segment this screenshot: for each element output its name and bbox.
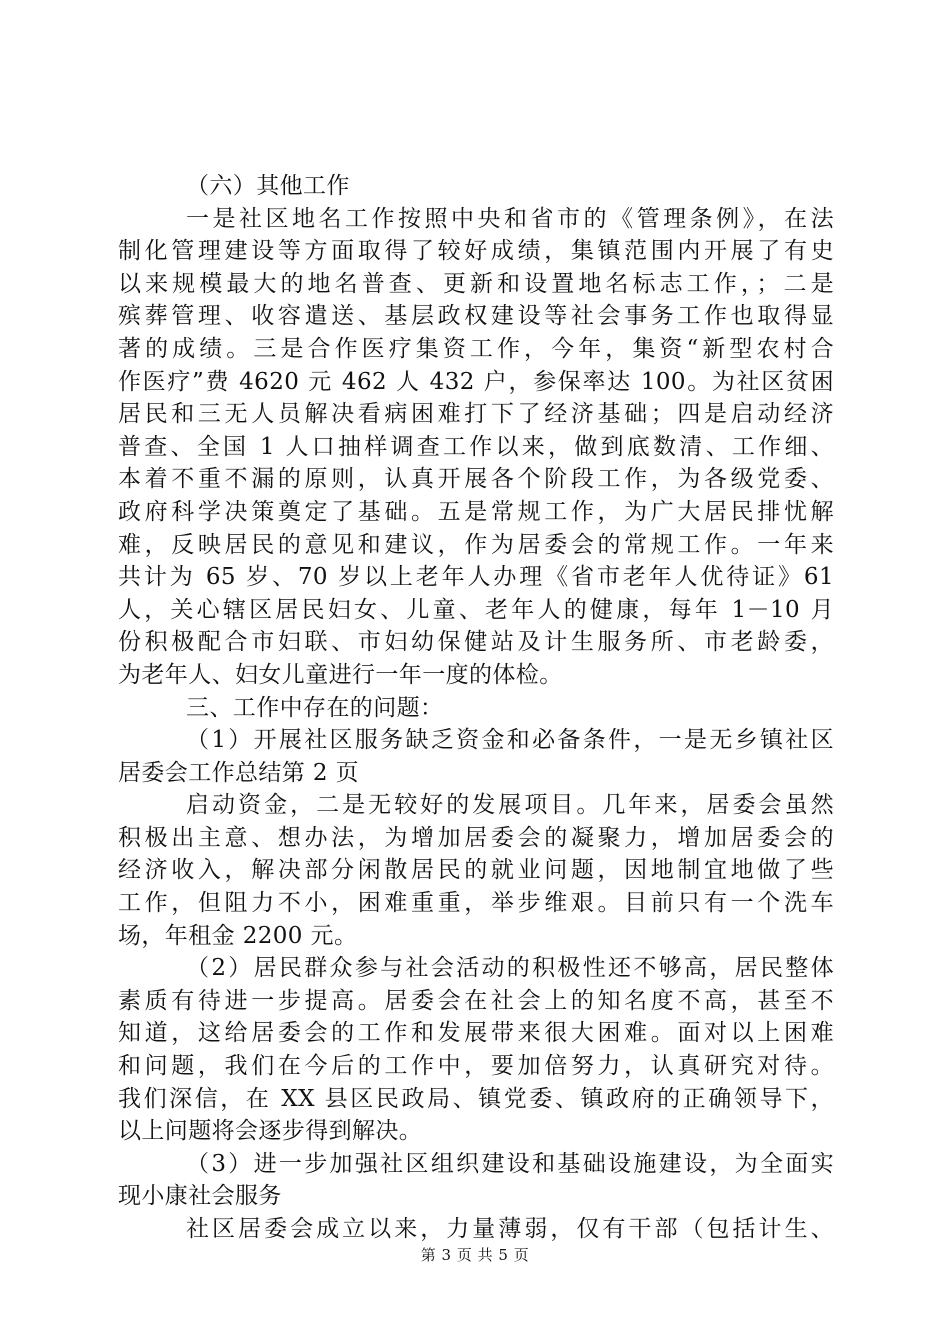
section-heading: 三、工作中存在的问题：: [186, 694, 444, 721]
text-line: 素质有待进一步提高。居委会在社会上的知名度不高，甚至不: [118, 987, 834, 1014]
text-line: 场，年租金 2200 元。: [118, 922, 358, 949]
text-line: 以来规模最大的地名普查、更新和设置地名标志工作，；二是: [118, 270, 834, 297]
text-line: 我们深信，在 XX 县区民政局、镇党委、镇政府的正确领导下，: [118, 1085, 834, 1112]
text-line: 政府科学决策奠定了基础。五是常规工作，为广大居民排忧解: [118, 498, 834, 525]
text-line: （2）居民群众参与社会活动的积极性还不够高，居民整体: [186, 955, 834, 982]
text-line: 著的成绩。三是合作医疗集资工作，今年，集资“新型农村合: [118, 335, 834, 362]
text-line: 共计为 65 岁、70 岁以上老年人办理《省市老年人优待证》61: [118, 564, 834, 591]
text-line: 一是社区地名工作按照中央和省市的《管理条例》，在法: [186, 205, 834, 232]
text-line: 普查、全国 1 人口抽样调查工作以来，做到底数清、工作细、: [118, 433, 834, 460]
text-line: 本着不重不漏的原则，认真开展各个阶段工作，为各级党委、: [118, 466, 834, 493]
text-line: 殡葬管理、收容遣送、基层政权建设等社会事务工作也取得显: [118, 303, 834, 330]
text-line: 社区居委会成立以来，力量薄弱，仅有干部（包括计生、: [186, 1216, 834, 1242]
section-heading: （六）其他工作: [186, 173, 350, 199]
text-line: 现小康社会服务: [118, 1183, 282, 1210]
text-line: 以上问题将会逐步得到解决。: [118, 1118, 423, 1145]
text-line: 居民和三无人员解决看病困难打下了经济基础；四是启动经济: [118, 401, 834, 428]
text-line: 为老年人、妇女儿童进行一年一度的体检。: [118, 661, 563, 688]
text-line: 经济收入，解决部分闲散居民的就业问题，因地制宜地做了些: [118, 857, 834, 884]
text-line: 和问题，我们在今后的工作中，要加倍努力，认真研究对待。: [118, 1053, 834, 1080]
page-footer: 第 3 页 共 5 页: [420, 1246, 530, 1264]
text-line: 份积极配合市妇联、市妇幼保健站及计生服务所、市老龄委，: [118, 629, 834, 656]
text-line: 知道，这给居委会的工作和发展带来很大困难。面对以上困难: [118, 1020, 834, 1047]
text-line: 制化管理建设等方面取得了较好成绩，集镇范围内开展了有史: [118, 238, 834, 265]
document-body: [118, 170, 834, 1246]
text-line: 工作，但阻力不小，困难重重，举步维艰。目前只有一个洗车: [118, 890, 834, 917]
text-line: （3）进一步加强社区组织建设和基础设施建设，为全面实: [186, 1150, 834, 1177]
text-line: （1）开展社区服务缺乏资金和必备条件，一是无乡镇社区: [186, 727, 834, 754]
text-line: 积极出主意、想办法，为增加居委会的凝聚力，增加居委会的: [118, 824, 834, 851]
text-line: 人，关心辖区居民妇女、儿童、老年人的健康，每年 1－10 月: [118, 596, 834, 623]
text-line: 居委会工作总结第 2 页: [118, 759, 360, 786]
text-line: 作医疗”费 4620 元 462 人 432 户，参保率达 100。为社区贫困: [118, 368, 834, 395]
text-line: 启动资金，二是无较好的发展项目。几年来，居委会虽然: [186, 792, 834, 819]
text-line: 难，反映居民的意见和建议，作为居委会的常规工作。一年来: [118, 531, 834, 558]
